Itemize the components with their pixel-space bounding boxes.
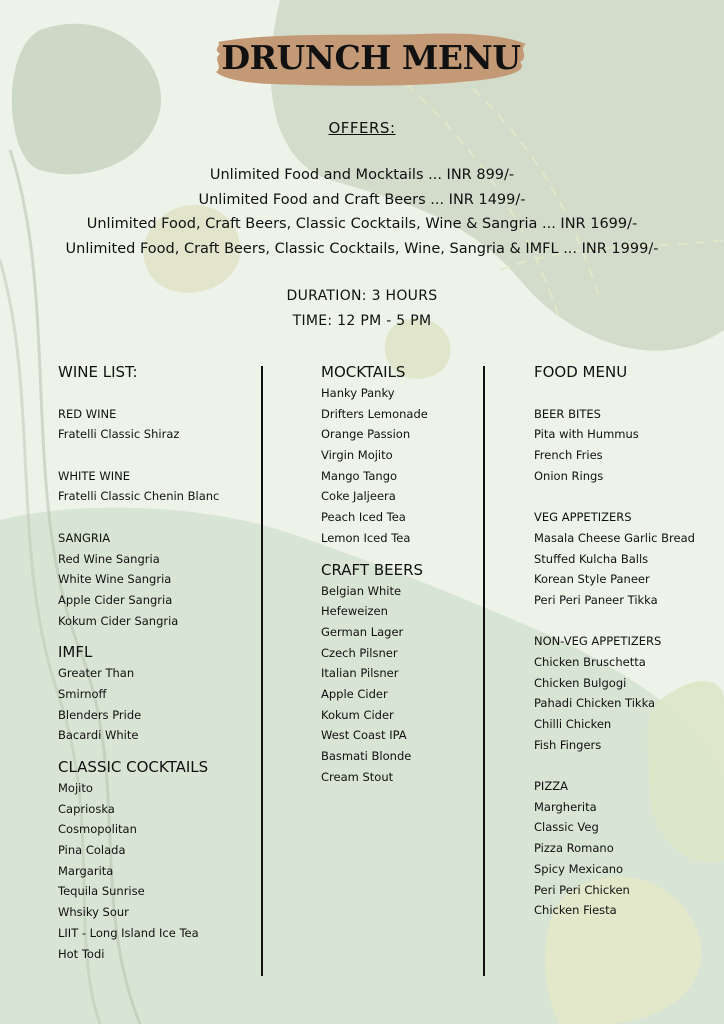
menu-item: Pahadi Chicken Tikka xyxy=(534,696,656,711)
menu-item: Belgian White xyxy=(321,583,402,598)
menu-item: Caprioska xyxy=(58,801,115,816)
menu-item: LIIT - Long Island Ice Tea xyxy=(58,925,199,940)
menu-item: Blenders Pride xyxy=(58,707,142,722)
menu-item: Classic Veg xyxy=(534,820,599,835)
title-block xyxy=(212,28,530,90)
menu-item: Pina Colada xyxy=(58,843,126,858)
offers-heading: OFFERS: xyxy=(328,119,396,137)
menu-item: Bacardi White xyxy=(58,728,139,743)
menu-item: Margarita xyxy=(58,863,114,878)
non-veg-appetizers-label: NON-VEG APPETIZERS xyxy=(534,634,662,649)
menu-item: Mango Tango xyxy=(321,468,398,483)
menu-item: Chicken Bruschetta xyxy=(534,654,646,669)
timing-info xyxy=(0,284,724,334)
menu-item: Red Wine Sangria xyxy=(58,551,160,566)
menu-item: Hefeweizen xyxy=(321,604,388,619)
menu-item: Chicken Bulgogi xyxy=(534,675,627,690)
beer-bites-label: BEER BITES xyxy=(534,406,601,421)
menu-item: Apple Cider xyxy=(321,686,388,701)
menu-item: Pita with Hummus xyxy=(534,427,639,442)
veg-appetizers-label: VEG APPETIZERS xyxy=(534,510,632,525)
menu-item: Mojito xyxy=(58,781,93,795)
menu-item: Fish Fingers xyxy=(534,737,602,752)
menu-item: West Coast IPA xyxy=(321,728,407,743)
menu-item: Virgin Mojito xyxy=(321,448,393,463)
menu-item: Masala Cheese Garlic Bread xyxy=(534,530,695,545)
menu-item: Korean Style Paneer xyxy=(534,572,650,587)
menu-item: Czech Pilsner xyxy=(321,645,398,660)
menu-item: Cream Stout xyxy=(321,769,394,784)
sangria-label: SANGRIA xyxy=(58,530,111,545)
mocktails-heading: MOCKTAILS xyxy=(321,363,406,381)
column-divider xyxy=(261,366,263,976)
menu-item: Greater Than xyxy=(58,666,135,681)
menu-item: Coke Jaljeera xyxy=(321,489,396,504)
offers-list xyxy=(0,163,724,261)
menu-item: Kokum Cider xyxy=(321,707,394,722)
menu-item: French Fries xyxy=(534,448,603,463)
menu-item: Margherita xyxy=(534,799,597,814)
menu-item: Drifters Lemonade xyxy=(321,406,428,421)
menu-item: Fratelli Classic Shiraz xyxy=(58,427,180,442)
menu-item: Cosmopolitan xyxy=(58,822,137,837)
menu-item: Peri Peri Paneer Tikka xyxy=(534,592,658,607)
duration-text: DURATION: 3 HOURS xyxy=(286,288,438,304)
menu-item: Chilli Chicken xyxy=(534,717,612,731)
menu-item: Chicken Fiesta xyxy=(534,903,617,918)
craft-beers-heading: CRAFT BEERS xyxy=(321,560,424,579)
menu-item: Peach Iced Tea xyxy=(321,510,406,525)
menu-item: White Wine Sangria xyxy=(58,572,172,587)
imfl-heading: IMFL xyxy=(58,643,93,662)
column-drinks-wine xyxy=(58,361,258,964)
menu-item: Fratelli Classic Chenin Blanc xyxy=(58,489,220,504)
menu-item: Onion Rings xyxy=(534,468,604,483)
menu-item: Stuffed Kulcha Balls xyxy=(534,551,649,566)
menu-item: Hot Todi xyxy=(58,946,105,961)
menu-item: Kokum Cider Sangria xyxy=(58,613,179,628)
offer-line: Unlimited Food and Mocktails ... INR 899/- xyxy=(209,167,515,183)
white-wine-label: WHITE WINE xyxy=(58,468,130,483)
red-wine-label: RED WINE xyxy=(58,406,117,421)
menu-item: Apple Cider Sangria xyxy=(58,592,173,607)
classic-cocktails-heading: CLASSIC COCKTAILS xyxy=(58,758,209,776)
menu-item: Italian Pilsner xyxy=(321,666,399,681)
food-menu-heading: FOOD MENU xyxy=(534,363,628,381)
column-food xyxy=(534,361,719,921)
menu-item: Hanky Panky xyxy=(321,386,395,400)
menu-item: Whsiky Sour xyxy=(58,905,129,920)
menu-item: Spicy Mexicano xyxy=(534,861,624,876)
menu-item: Orange Passion xyxy=(321,427,411,442)
wine-list-heading: WINE LIST: xyxy=(58,363,138,381)
offer-line: Unlimited Food, Craft Beers, Classic Cocktails, Wine & Sangria ... INR 1699/- xyxy=(86,216,638,232)
menu-item: Smirnoff xyxy=(58,686,107,701)
page-title: DRUNCH MENU xyxy=(221,38,521,77)
menu-item: Pizza Romano xyxy=(534,841,614,856)
column-divider xyxy=(483,366,485,976)
menu-item: Peri Peri Chicken xyxy=(534,882,630,897)
menu-item: German Lager xyxy=(321,624,404,639)
menu-item: Basmati Blonde xyxy=(321,749,412,763)
pizza-label: PIZZA xyxy=(534,779,568,794)
offer-line: Unlimited Food, Craft Beers, Classic Cocktails, Wine, Sangria & IMFL ... INR 1999/- xyxy=(65,240,659,257)
menu-item: Tequila Sunrise xyxy=(58,884,145,899)
menu-item: Lemon Iced Tea xyxy=(321,530,411,545)
time-text: TIME: 12 PM - 5 PM xyxy=(292,313,432,329)
offer-line: Unlimited Food and Craft Beers ... INR 1499/- xyxy=(198,191,526,208)
column-mocktails-beers xyxy=(321,361,481,787)
